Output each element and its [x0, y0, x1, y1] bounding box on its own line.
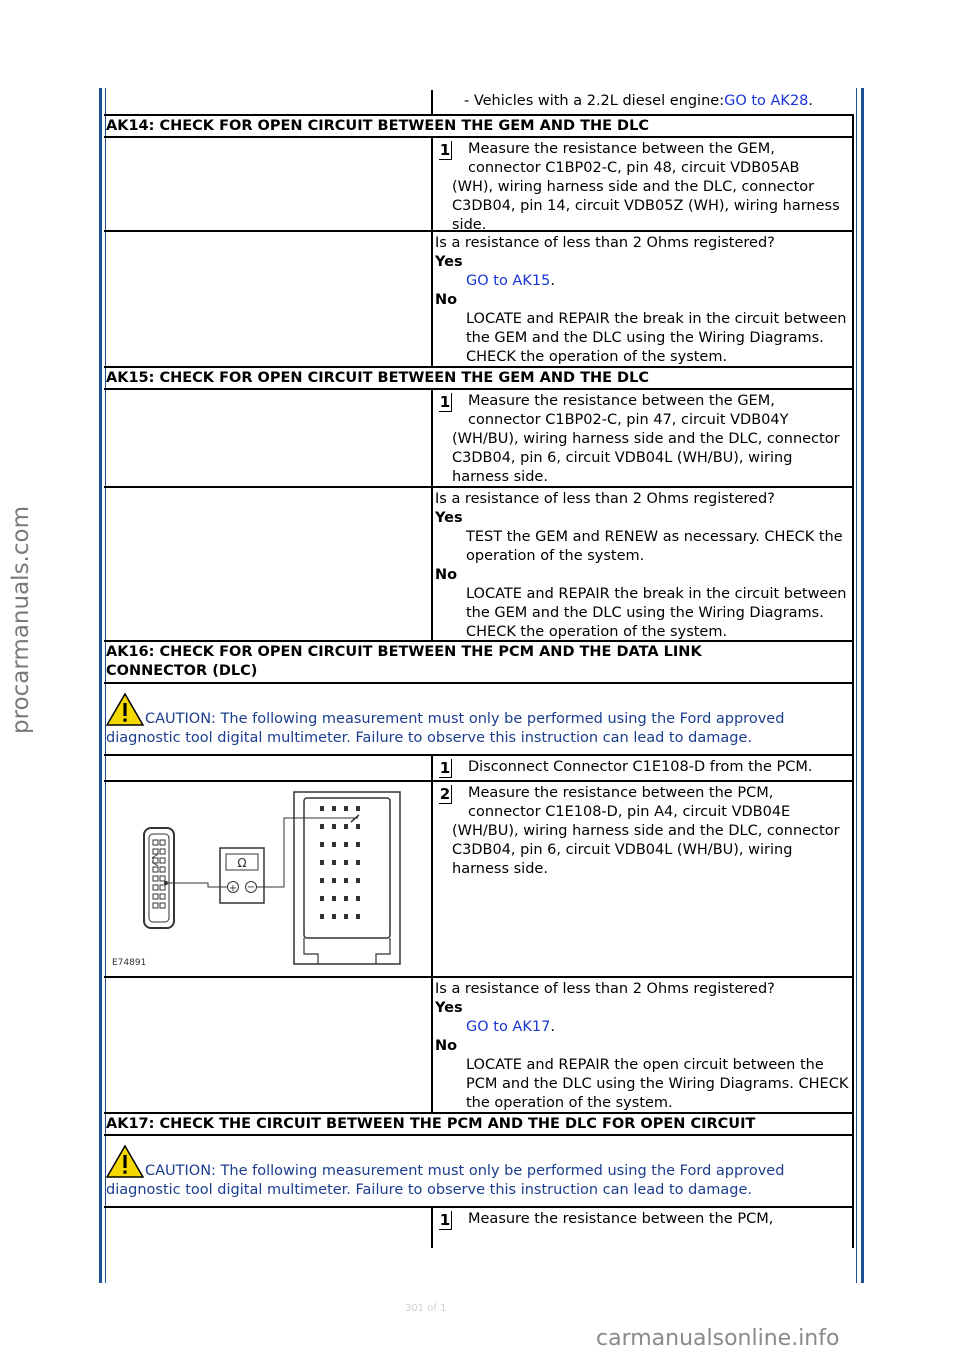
ak17-step-1: 1 Measure the resistance between the PCM, [439, 1211, 774, 1229]
yes-label: Yes [435, 1000, 463, 1016]
go-to-ak17-link[interactable]: GO to AK17 [466, 1019, 551, 1035]
ak16-title: AK16: CHECK FOR OPEN CIRCUIT BETWEEN THE PCM AND THE DATA LINK [106, 644, 702, 660]
ak16-no-text: LOCATE and REPAIR the open circuit between the PCM and the DLC using the Wiring Diagrams. CHECK the operation of the system. [466, 1057, 849, 1111]
ak14-step-1: 1 Measure the resistance between the GEM, connector C1BP02-C, pin 48, circuit VDB05AB (WH), wiring harness side and the DLC, connector C3DB04, pin 14, circuit VDB05Z (WH), wiring harness side. [439, 141, 840, 233]
step-number: 1 [439, 141, 451, 159]
yes-label: Yes [435, 254, 463, 270]
ak17-caution [104, 1134, 854, 1206]
wiring-diagram [108, 788, 408, 970]
ak15-question-row [104, 486, 854, 640]
multimeter-icon [220, 848, 264, 903]
ak14-header [104, 114, 854, 136]
step-number: 1 [439, 759, 451, 777]
ak14-question-row: Is a resistance of less than 2 Ohms registered? Yes GO to AK15. No LOCATE and REPAIR the break in the circuit between the GEM and the DLC using the Wiring Diagrams. CHECK the operation of the system. [104, 230, 854, 366]
ak16-step-2: 2 Measure the resistance between the PCM, connector C1E108-D, pin A4, circuit VDB04E (WH/BU), wiring harness side and the DLC, connector C3DB04, pin 6, circuit VDB04L (WH/BU), wiring harness side. [439, 785, 840, 877]
svg-text:−: − [246, 882, 256, 893]
ak16-step-1: 1 Disconnect Connector C1E108-D from the PCM. [439, 759, 813, 777]
yes-label: Yes [435, 510, 463, 526]
ak17-title: AK17: CHECK THE CIRCUIT BETWEEN THE PCM AND THE DLC FOR OPEN CIRCUIT [106, 1116, 756, 1132]
side-watermark: procarmanuals.com [8, 506, 34, 734]
ak16-header: AK16: CHECK FOR OPEN CIRCUIT BETWEEN THE PCM AND THE DATA LINK CONNECTOR (DLC) [104, 640, 854, 682]
svg-text:Ω: Ω [237, 856, 247, 870]
ak16-step1-row [104, 754, 854, 780]
bottom-watermark: carmanualsonline.info [596, 1326, 840, 1351]
ak16-step2-row [104, 780, 854, 976]
ak16-caution-text: CAUTION: The following measurement must only be performed using the Ford approved diagnostic tool digital multimeter. Failure to observe this instruction can lead to damage. [106, 711, 785, 746]
ak17-caution-text: CAUTION: The following measurement must only be performed using the Ford approved diagnostic tool digital multimeter. Failure to observe this instruction can lead to damage. [106, 1163, 785, 1198]
no-label: No [435, 1038, 458, 1054]
ak17-step1-row [104, 1206, 854, 1248]
svg-text:+: + [228, 883, 238, 894]
ak14-step-row [104, 136, 854, 233]
ak16-question: Is a resistance of less than 2 Ohms registered? [435, 981, 775, 997]
ak15-question: Is a resistance of less than 2 Ohms registered? [435, 491, 775, 507]
ak15-yes-text: TEST the GEM and RENEW as necessary. CHECK the operation of the system. [466, 529, 843, 564]
right-margin-bar [861, 88, 864, 1283]
no-label: No [435, 567, 458, 583]
ak14-question: Is a resistance of less than 2 Ohms registered? [435, 235, 775, 251]
procedure-table [104, 90, 854, 1248]
ak15-step-1: 1 Measure the resistance between the GEM, connector C1BP02-C, pin 47, circuit VDB04Y (WH/BU), wiring harness side and the DLC, connector C3DB04, pin 6, circuit VDB04L (WH/BU), wiring harness side. [439, 393, 840, 485]
warning-triangle-icon [106, 692, 144, 726]
wiring-diagram-cell [104, 782, 431, 976]
go-to-ak15-link[interactable]: GO to AK15 [466, 273, 551, 289]
figure-id: E74891 [112, 958, 147, 968]
dlc-connector-icon [144, 828, 174, 928]
ak14-no-text: LOCATE and REPAIR the break in the circuit between the GEM and the DLC using the Wiring Diagrams. CHECK the operation of the system. [466, 311, 847, 365]
ak16-question-row: Is a resistance of less than 2 Ohms registered? Yes GO to AK17. No LOCATE and REPAIR the open circuit between the PCM and the DLC using the Wiring Diagrams. CHECK the operation of the system. [104, 976, 854, 1112]
page-number: 301 of 1 [405, 1303, 447, 1314]
ak16-caution [104, 682, 854, 754]
continuation-row: - Vehicles with a 2.2L diesel engine:GO to AK28. [104, 90, 854, 114]
step-number: 1 [439, 1211, 451, 1229]
ak15-header [104, 366, 854, 388]
ak17-header [104, 1112, 854, 1134]
ak15-title: AK15: CHECK FOR OPEN CIRCUIT BETWEEN THE GEM AND THE DLC [106, 370, 649, 386]
step-number: 2 [439, 785, 451, 803]
right-margin-rule [856, 88, 857, 1283]
ak15-no-text: LOCATE and REPAIR the break in the circuit between the GEM and the DLC using the Wiring Diagrams. CHECK the operation of the system. [466, 586, 847, 640]
left-margin-bar [99, 88, 102, 1283]
ak15-step-row [104, 388, 854, 486]
warning-triangle-icon [106, 1144, 144, 1178]
no-label: No [435, 292, 458, 308]
continuation-text: - Vehicles with a 2.2L diesel engine: [464, 93, 725, 109]
go-to-ak28-link[interactable]: GO to AK28 [724, 93, 809, 109]
ak14-title: AK14: CHECK FOR OPEN CIRCUIT BETWEEN THE GEM AND THE DLC [106, 118, 649, 134]
step-number: 1 [439, 393, 451, 411]
